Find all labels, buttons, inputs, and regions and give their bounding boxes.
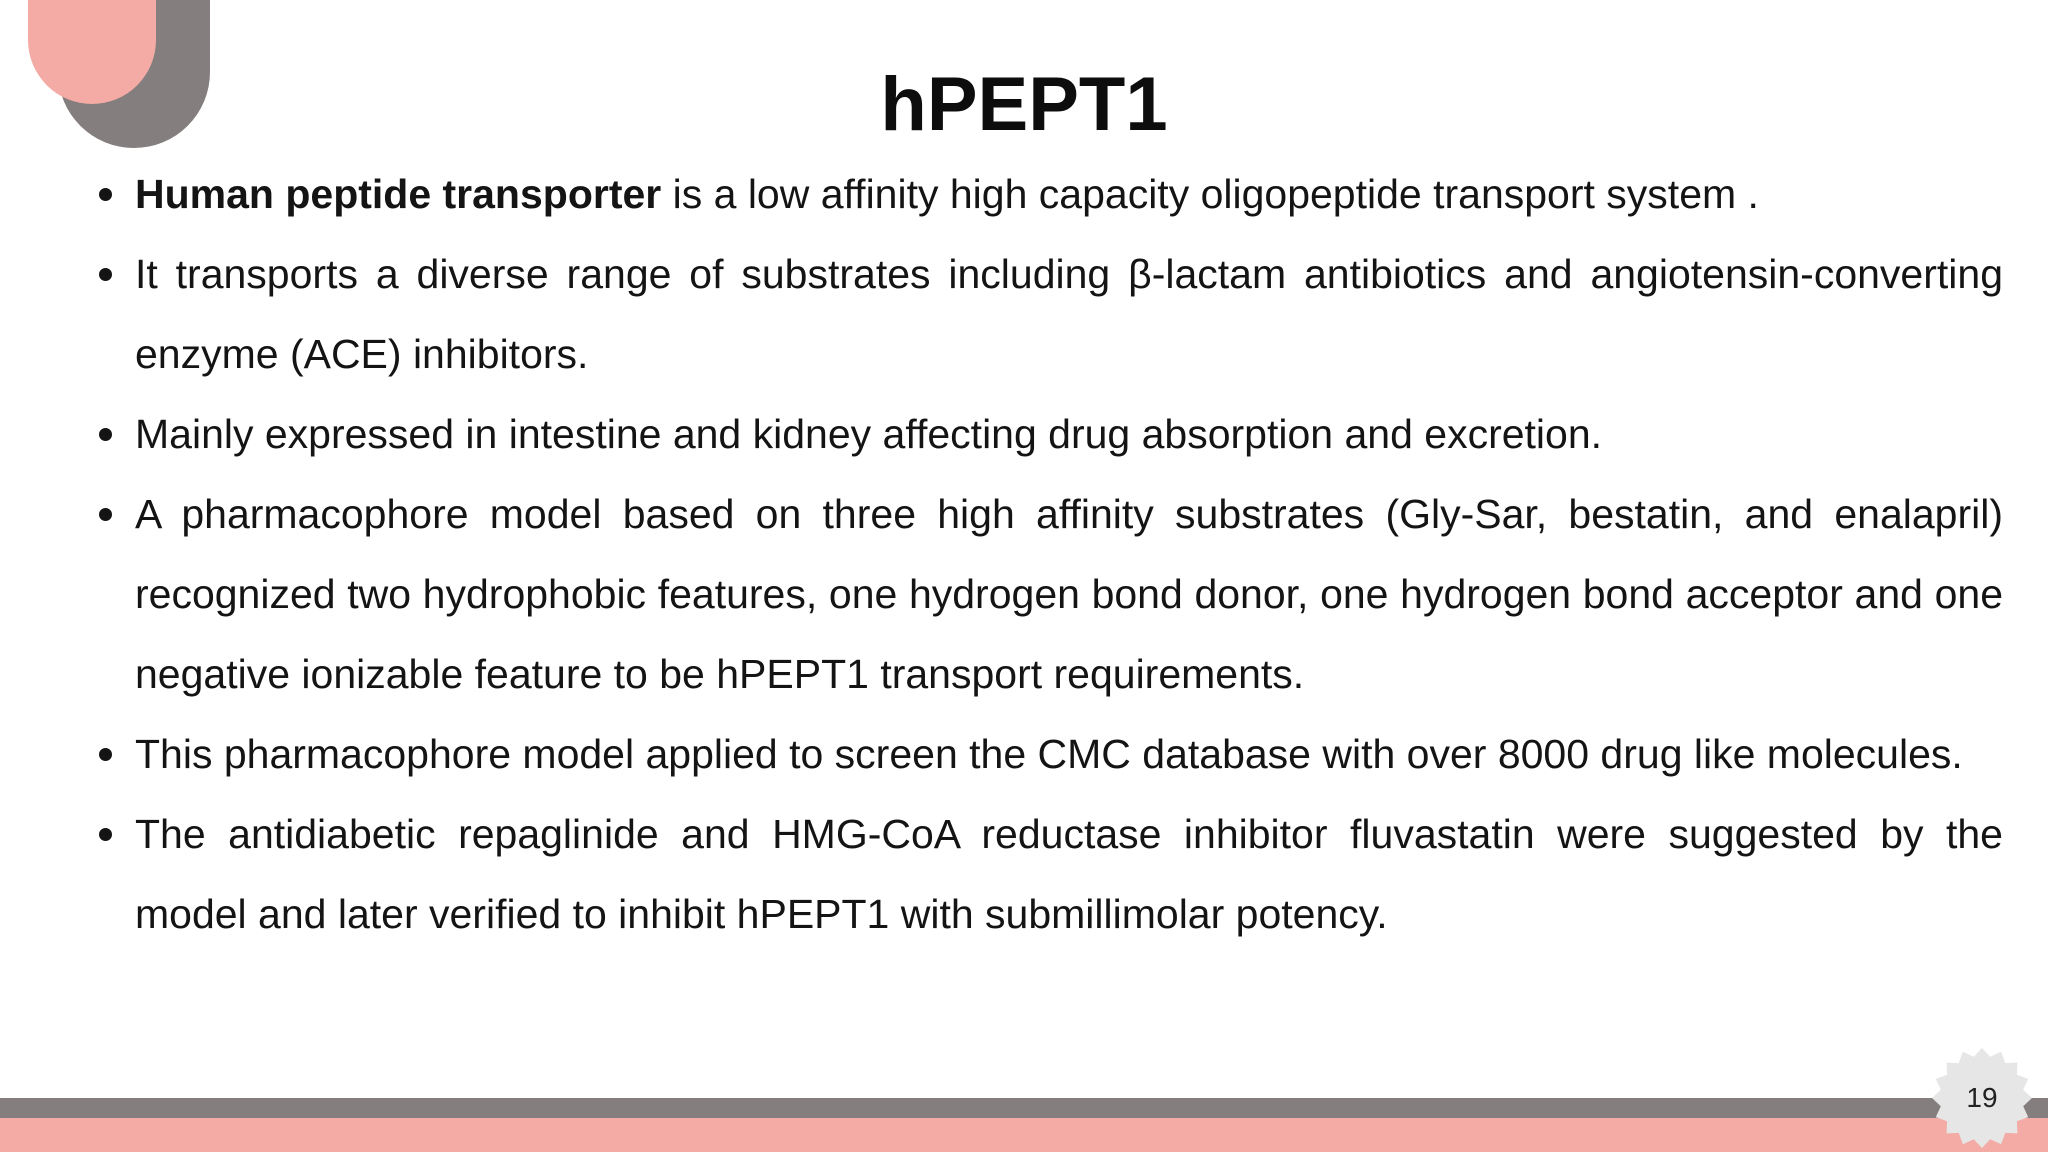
page-number-badge <box>1930 1046 2034 1150</box>
bullet-item <box>135 154 2003 234</box>
bullet-dot-icon <box>99 188 112 201</box>
bullet-text: This pharmacophore model applied to screen the CMC database with over 8000 drug like molecules. <box>135 731 1963 777</box>
slide-title: hPEPT1 <box>880 62 1168 147</box>
bullet-item <box>135 714 2003 794</box>
bullet-dot-icon <box>99 428 112 441</box>
footer-pink-bar <box>0 1118 2048 1152</box>
bullet-text: It transports a diverse range of substrates including β-lactam antibiotics and angiotensin-converting enzyme (ACE) inhibitors. <box>135 251 2003 377</box>
bullet-text: A pharmacophore model based on three high affinity substrates (Gly-Sar, bestatin, and enalapril) recognized two hydrophobic features, one hydrogen bond donor, one hydrogen bond acceptor and one negative ionizable feature to be hPEPT1 transport requirements. <box>135 491 2003 697</box>
bullet-text: Mainly expressed in intestine and kidney affecting drug absorption and excretion. <box>135 411 1603 457</box>
bullet-text: The antidiabetic repaglinide and HMG-CoA reductase inhibitor fluvastatin were suggested by the model and later verified to inhibit hPEPT1 with submillimolar potency. <box>135 811 2003 937</box>
bullet-text: is a low affinity high capacity oligopeptide transport system . <box>661 171 1759 217</box>
bullet-item <box>135 794 2003 954</box>
page-number: 19 <box>1966 1082 1998 1113</box>
bullet-item <box>135 234 2003 394</box>
bullet-dot-icon <box>99 268 112 281</box>
bullet-item <box>135 474 2003 714</box>
bullet-list <box>135 154 2003 954</box>
footer-gray-bar <box>0 1098 2048 1118</box>
bullet-bold-text: Human peptide transporter <box>135 171 662 217</box>
bullet-dot-icon <box>99 828 112 841</box>
bullet-item <box>135 394 2003 474</box>
bullet-dot-icon <box>99 748 112 761</box>
bullet-dot-icon <box>99 508 112 521</box>
